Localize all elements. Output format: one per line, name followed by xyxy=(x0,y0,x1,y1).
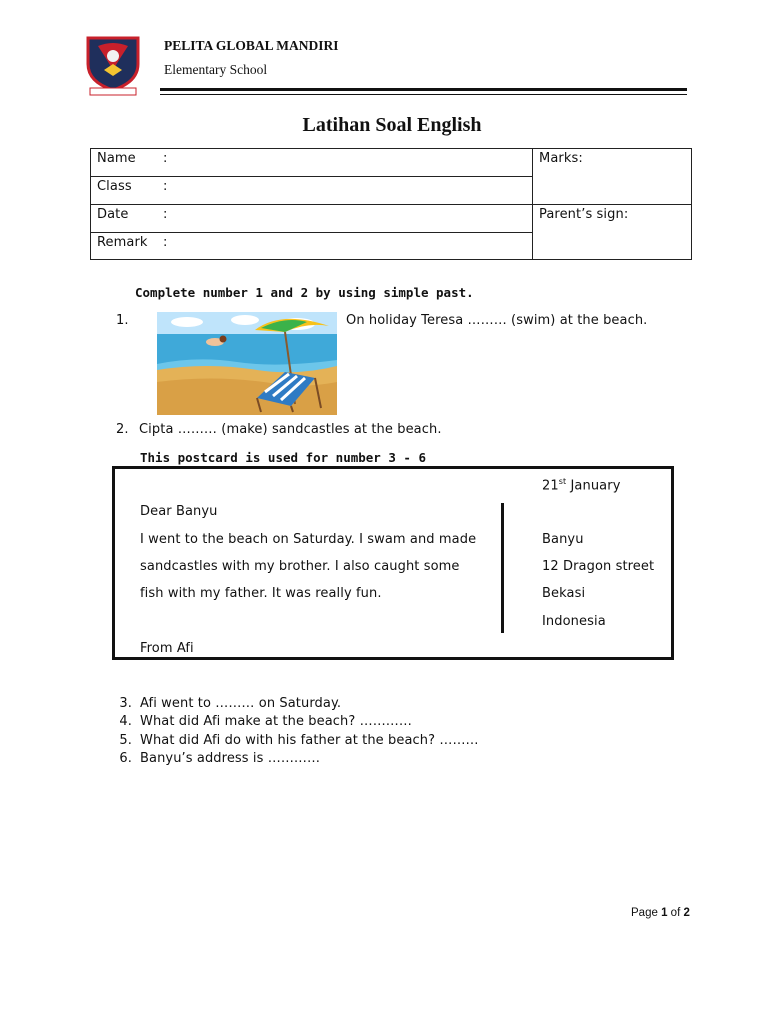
postcard-date-month: January xyxy=(566,478,621,494)
question-3-number: 3. xyxy=(119,696,132,711)
page-label: Page xyxy=(631,907,658,919)
postcard-closing: From Afi xyxy=(140,641,194,656)
student-info-table xyxy=(90,148,692,260)
page-indicator xyxy=(631,907,690,919)
postcard-body-line-2: sandcastles with my brother. I also caught some xyxy=(140,559,460,574)
question-4-text: What did Afi make at the beach? ………… xyxy=(140,714,413,729)
page-current: 1 xyxy=(661,907,668,919)
marks-field[interactable] xyxy=(533,149,691,205)
school-logo xyxy=(84,34,142,96)
postcard-date-day: 21 xyxy=(542,478,559,494)
instruction-simple-past: Complete number 1 and 2 by using simple past. xyxy=(135,285,474,300)
header-rule-thin xyxy=(160,94,687,95)
question-6-text: Banyu’s address is ………… xyxy=(140,751,321,766)
parent-sign-label: Parent’s sign: xyxy=(539,207,629,222)
beach-illustration xyxy=(157,312,337,415)
name-colon: : xyxy=(163,151,168,166)
address-line-3: Bekasi xyxy=(542,586,586,601)
question-1-text: On holiday Teresa ……… (swim) at the beach. xyxy=(346,313,648,328)
class-colon: : xyxy=(163,179,168,194)
question-4-number: 4. xyxy=(119,714,132,729)
address-line-1: Banyu xyxy=(542,532,584,547)
page-total: 2 xyxy=(683,907,690,919)
class-label: Class xyxy=(97,179,132,194)
address-line-4: Indonesia xyxy=(542,614,606,629)
postcard-date xyxy=(542,477,620,493)
question-3-text: Afi went to ……… on Saturday. xyxy=(140,696,342,711)
remark-field[interactable] xyxy=(91,233,533,259)
postcard-date-suffix: st xyxy=(558,477,567,486)
address-line-2: 12 Dragon street xyxy=(542,559,655,574)
remark-label: Remark xyxy=(97,235,148,250)
remark-colon: : xyxy=(163,235,168,250)
question-2-number: 2. xyxy=(116,422,129,437)
school-level: Elementary School xyxy=(164,62,268,77)
name-field[interactable] xyxy=(91,149,533,177)
class-field[interactable] xyxy=(91,177,533,205)
date-label: Date xyxy=(97,207,129,222)
question-5-number: 5. xyxy=(119,733,132,748)
postcard-greeting: Dear Banyu xyxy=(140,504,218,519)
question-2-text: Cipta ……… (make) sandcastles at the beach. xyxy=(139,422,442,437)
question-1-number: 1. xyxy=(116,313,129,328)
date-colon: : xyxy=(163,207,168,222)
question-6-number: 6. xyxy=(119,751,132,766)
school-name: PELITA GLOBAL MANDIRI xyxy=(164,38,339,53)
page-of: of xyxy=(670,907,681,919)
question-5-text: What did Afi do with his father at the beach? ……… xyxy=(140,733,479,748)
postcard-body-line-1: I went to the beach on Saturday. I swam and made xyxy=(140,532,477,547)
postcard-divider xyxy=(501,503,504,633)
name-label: Name xyxy=(97,151,136,166)
date-field[interactable] xyxy=(91,205,533,233)
parent-sign-field[interactable] xyxy=(533,205,691,259)
marks-label: Marks: xyxy=(539,151,583,166)
postcard-body-line-3: fish with my father. It was really fun. xyxy=(140,586,382,601)
page-title: Latihan Soal English xyxy=(302,114,482,136)
instruction-postcard: This postcard is used for number 3 - 6 xyxy=(140,450,426,465)
header-rule-thick xyxy=(160,88,687,91)
